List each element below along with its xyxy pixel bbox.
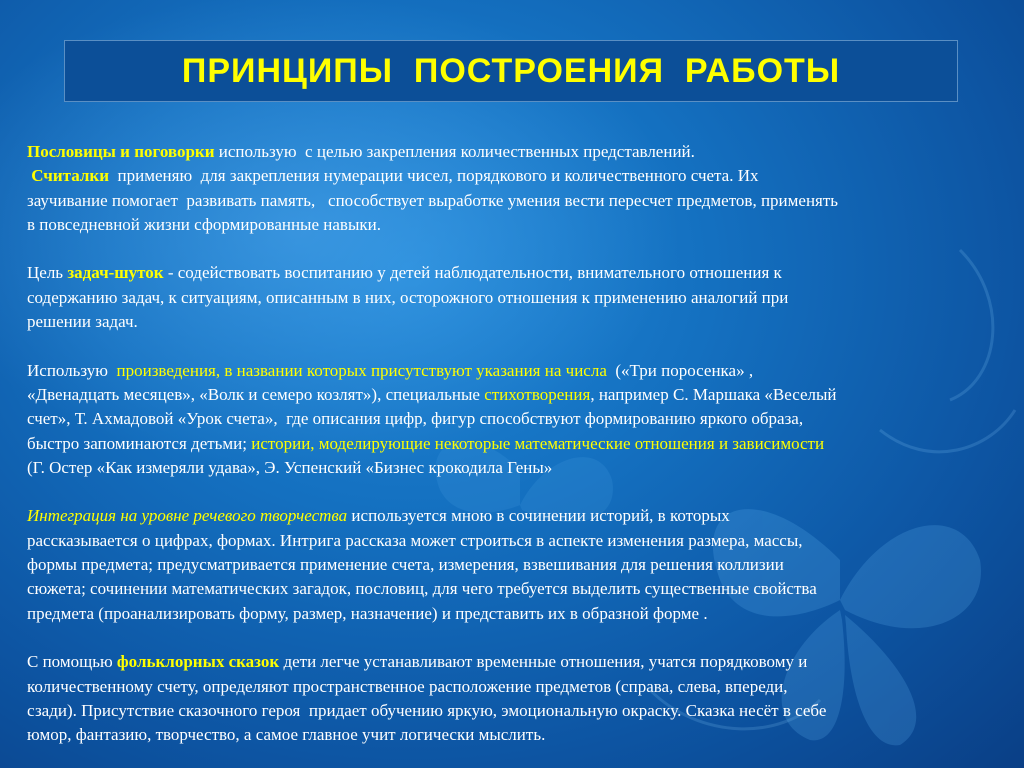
- text-segment: сзади). Присутствие сказочного героя придает обучению яркую, эмоциональную окраску. Сказка несёт в себе: [27, 700, 827, 720]
- text-segment: дети легче устанавливают временные отношения, учатся порядковому и: [279, 652, 808, 672]
- paragraph: [27, 359, 987, 480]
- text-line: [27, 553, 987, 577]
- text-segment: «Двенадцать месяцев», «Волк и семеро козлят»), специальные: [27, 384, 485, 404]
- title-box: [64, 40, 958, 102]
- slide-body: [27, 140, 987, 747]
- text-segment: - содействовать воспитанию у детей наблюдательности, внимательного отношения к: [163, 263, 782, 283]
- text-segment: заучивание помогает развивать память, способствует выработке умения вести пересчет предметов, применять: [27, 190, 839, 210]
- text-segment: быстро запоминаются детьми;: [27, 433, 252, 453]
- text-segment: решении задач.: [27, 312, 138, 332]
- text-line: [27, 140, 987, 164]
- paragraph: [27, 140, 987, 237]
- highlighted-text: произведения, в названии которых присутствуют указания на числа: [116, 360, 607, 380]
- paragraph: [27, 650, 987, 747]
- text-line: [27, 310, 987, 334]
- text-segment: содержанию задач, к ситуациям, описанным в них, осторожного отношения к применению аналогий при: [27, 287, 789, 307]
- text-line: [27, 529, 987, 553]
- text-segment: формы предмета; предусматривается применение счета, измерения, взвешивания для решения коллизии: [27, 555, 784, 575]
- text-segment: предмета (проанализировать форму, размер, назначение) и представить их в образной форме .: [27, 603, 708, 623]
- highlighted-text: задач-шуток: [67, 263, 164, 283]
- text-segment: Цель: [27, 263, 68, 283]
- text-line: [27, 675, 987, 699]
- text-segment: С помощью: [27, 652, 117, 672]
- highlighted-text: Интеграция на уровне речевого творчества: [27, 506, 348, 526]
- text-line: [27, 164, 987, 188]
- text-line: [27, 189, 987, 213]
- text-segment: Использую: [27, 360, 117, 380]
- text-line: [27, 213, 987, 237]
- text-segment: использую с целью закрепления количественных представлений.: [214, 142, 695, 161]
- highlighted-text: Пословицы и поговорки: [27, 142, 215, 161]
- paragraph: [27, 504, 987, 625]
- text-segment: («Три поросенка» ,: [606, 360, 754, 380]
- text-segment: количественному счету, определяют пространственное расположение предметов (справа, слева, впереди,: [27, 676, 788, 696]
- text-segment: счет», Т. Ахмадовой «Урок счета», где описания цифр, фигур способствуют формированию яркого образа,: [27, 409, 804, 429]
- paragraph: [27, 261, 987, 334]
- text-line: [27, 699, 987, 723]
- slide-title: ПРИНЦИПЫ ПОСТРОЕНИЯ РАБОТЫ: [181, 51, 841, 90]
- highlighted-text: стихотворения: [484, 384, 591, 404]
- text-segment: , например С. Маршака «Веселый: [590, 384, 837, 404]
- text-segment: применяю для закрепления нумерации чисел, порядкового и количественного счета. Их: [113, 166, 759, 186]
- text-segment: используется мною в сочинении историй, в которых: [347, 506, 730, 526]
- text-segment: юмор, фантазию, творчество, а самое главное учит логически мыслить.: [27, 725, 546, 745]
- text-line: [27, 286, 987, 310]
- text-line: [27, 577, 987, 601]
- text-line: [27, 650, 987, 674]
- highlighted-text: Считалки: [27, 166, 114, 186]
- text-line: [27, 602, 987, 626]
- text-line: [27, 383, 987, 407]
- text-line: [27, 456, 987, 480]
- text-segment: (Г. Остер «Как измеряли удава», Э. Успенский «Бизнес крокодила Гены»: [27, 457, 553, 477]
- text-segment: рассказывается о цифрах, формах. Интрига рассказа может строиться в аспекте изменения размера, массы,: [27, 530, 803, 550]
- text-line: [27, 407, 987, 431]
- text-line: [27, 359, 987, 383]
- highlighted-text: истории, моделирующие некоторые математические отношения и зависимости: [251, 433, 825, 453]
- text-segment: в повседневной жизни сформированные навыки.: [27, 214, 381, 234]
- text-line: [27, 261, 987, 285]
- highlighted-text: фольклорных сказок: [116, 652, 280, 672]
- text-line: [27, 504, 987, 528]
- text-line: [27, 723, 987, 747]
- text-segment: сюжета; сочинении математических загадок, пословиц, для чего требуется выделить существенные свойства: [27, 579, 817, 599]
- text-line: [27, 432, 987, 456]
